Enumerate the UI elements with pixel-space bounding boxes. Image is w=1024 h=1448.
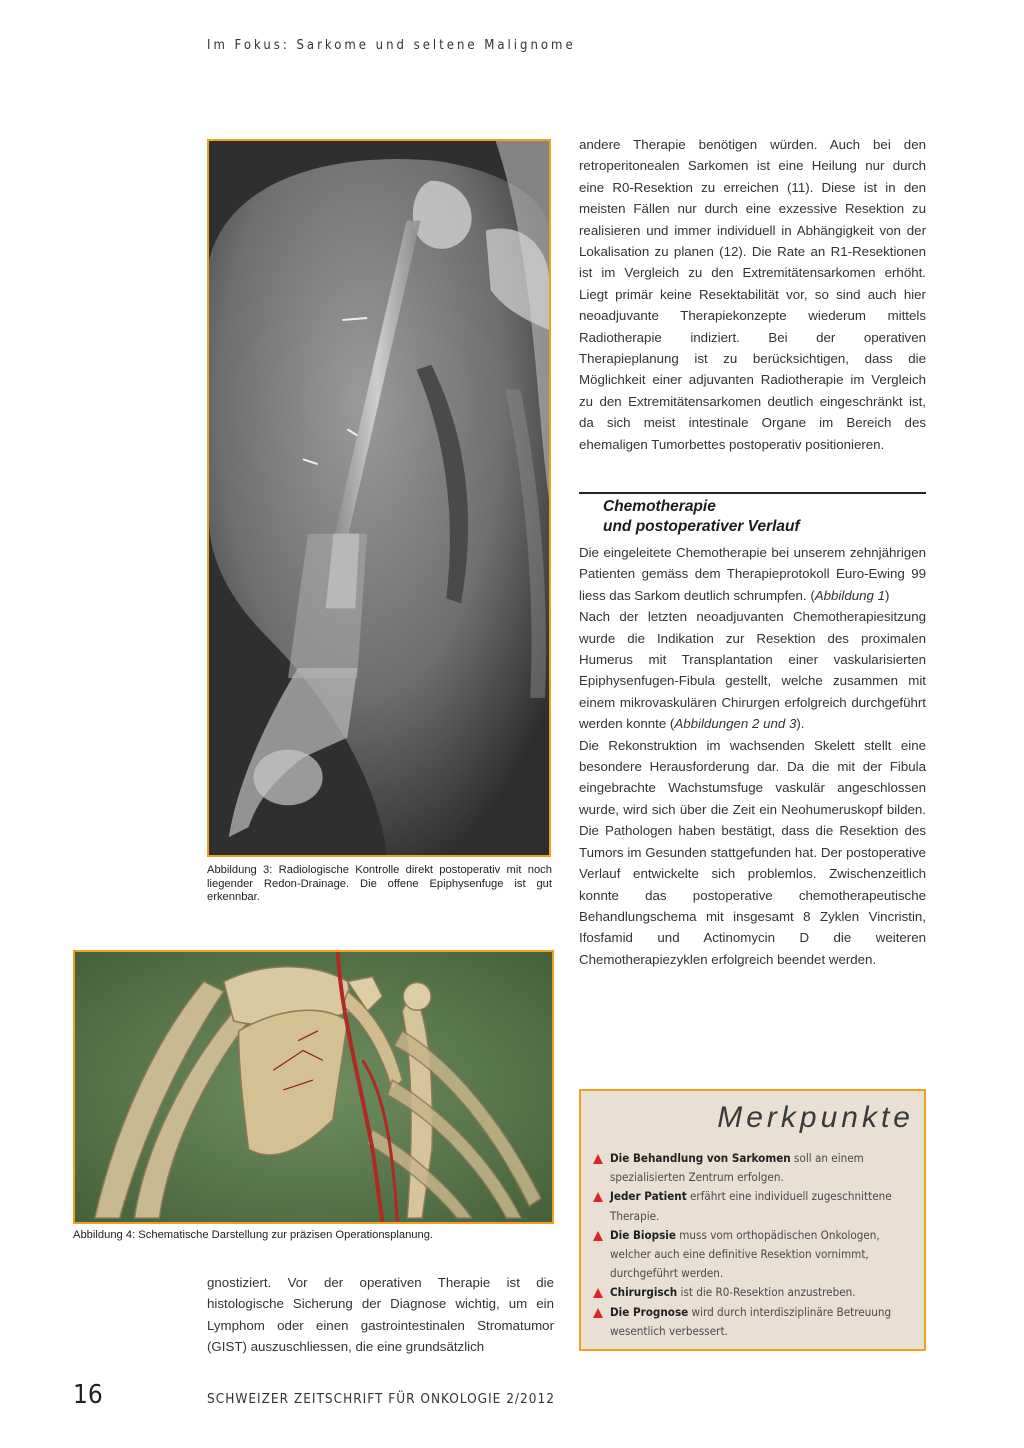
red-triangle-bullet-icon: [593, 1192, 603, 1202]
left-column-bottom-text: [207, 1272, 554, 1358]
list-item: Die Prognose wird durch interdisziplinäre Betreuung wesentlich verbessert.: [591, 1303, 916, 1341]
paragraph: Nach der letzten neoadjuvanten Chemotherapiesitzung wurde die Indikation zur Resektion des proximalen Humerus mit Transplantation einer vaskularisierten Epiphysenfugen-Fibula gestellt, welche zusammen mit einem mikrovaskulären Chirurgen erfolgreich durchgeführt werden konnte (Abbildungen 2 und 3).: [579, 609, 926, 732]
page-number: 16: [73, 1380, 103, 1410]
paragraph: Die eingeleitete Chemotherapie bei unserem zehnjährigen Patienten gemäss dem Therapieprotokoll Euro-Ewing 99 liess das Sarkom deutlich schrumpfen. (Abbildung 1): [579, 545, 926, 603]
figure-3-xray-image: [207, 139, 551, 857]
merkpunkte-box: [579, 1089, 926, 1351]
list-item: Die Behandlung von Sarkomen soll an einem spezialisierten Zentrum erfolgen.: [591, 1149, 916, 1187]
paragraph: andere Therapie benötigen würden. Auch bei den retroperitonealen Sarkomen ist eine Heilung nur durch eine R0-Resektion zu erreichen (11). Diese ist in den meisten Fällen nur durch eine exzessive Resektion zu realisieren und immer individuell in Abhängigkeit von der Lokalisation zu planen (12). Die Rate an R1-Resektionen ist im Vergleich zu den Extremitätensarkomen erhöht. Liegt primär keine Resektabilität vor, so sind auch hier neoadjuvante Therapiekonzepte wiederum mittels Radiotherapie indiziert. Bei der operativen Therapieplanung ist zu berücksichtigen, dass die Möglichkeit einer adjuvanten Radiotherapie im Vergleich zu den Extremitätensarkomen deutlich eingeschränkt ist, da sich meist intestinale Organe im Bereich des ehemaligen Tumorbettes postoperativ positionieren.: [579, 137, 926, 452]
section-heading-line-1: Chemotherapie: [603, 498, 716, 515]
xray-illustration: [209, 141, 549, 855]
paragraph: gnostiziert. Vor der operativen Therapie ist die histologische Sicherung der Diagnose wichtig, um ein Lymphom oder einen gastrointestinalen Stromatumor (GIST) auszuschliessen, die eine grundsätzlich: [207, 1275, 554, 1355]
list-item: Die Biopsie muss vom orthopädischen Onkologen, welcher auch eine definitive Resektion vornimmt, durchgeführt werden.: [591, 1226, 916, 1284]
right-column-chemotherapy-text: [579, 542, 926, 970]
list-item: Jeder Patient erfährt eine individuell zugeschnittene Therapie.: [591, 1187, 916, 1225]
figure-4-anatomy-image: [73, 950, 554, 1224]
figure-reference: Abbildungen 2 und 3: [674, 716, 797, 732]
red-triangle-bullet-icon: [593, 1154, 603, 1164]
merkpunkte-list: [591, 1149, 916, 1341]
section-heading: [603, 497, 923, 537]
figure-4-caption: Abbildung 4: Schematische Darstellung zur präzisen Operationsplanung.: [73, 1229, 434, 1241]
figure-3-caption: Abbildung 3: Radiologische Kontrolle direkt postoperativ mit noch liegender Redon-Drainage. Die offene Epiphysenfuge ist gut erkennbar.: [207, 864, 552, 903]
section-divider: [579, 492, 926, 494]
running-head: Im Fokus: Sarkome und seltene Malignome: [207, 38, 576, 53]
red-triangle-bullet-icon: [593, 1231, 603, 1241]
list-item: Chirurgisch ist die R0-Resektion anzustreben.: [591, 1283, 916, 1302]
section-heading-line-2: und postoperativer Verlauf: [603, 518, 800, 535]
merkpunkte-title: Merkpunkte: [717, 1101, 914, 1134]
journal-title: SCHWEIZER ZEITSCHRIFT FÜR ONKOLOGIE 2/2012: [207, 1391, 555, 1407]
figure-reference: Abbildung 1: [814, 587, 885, 603]
anatomy-illustration: [75, 952, 552, 1222]
red-triangle-bullet-icon: [593, 1288, 603, 1298]
right-column-top-text: [579, 134, 926, 455]
paragraph: Die Rekonstruktion im wachsenden Skelett stellt eine besondere Herausforderung dar. Da die mit der Fibula eingebrachte Wachstumsfuge vaskulär angeschlossen wurde, wird sich über die Zeit ein Neohumeruskopf bilden. Die Pathologen haben bestätigt, dass die Resektion des Tumors im Gesunden stattgefunden hat. Der postoperative Verlauf entwickelte sich problemlos. Zwischenzeitlich konnte das postoperative chemotherapeutische Behandlungschema mit insgesamt 8 Zyklen Vincristin, Ifosfamid und Actinomycin D die weiteren Chemotherapiezyklen erfolgreich beendet werden.: [579, 737, 926, 967]
red-triangle-bullet-icon: [593, 1308, 603, 1318]
